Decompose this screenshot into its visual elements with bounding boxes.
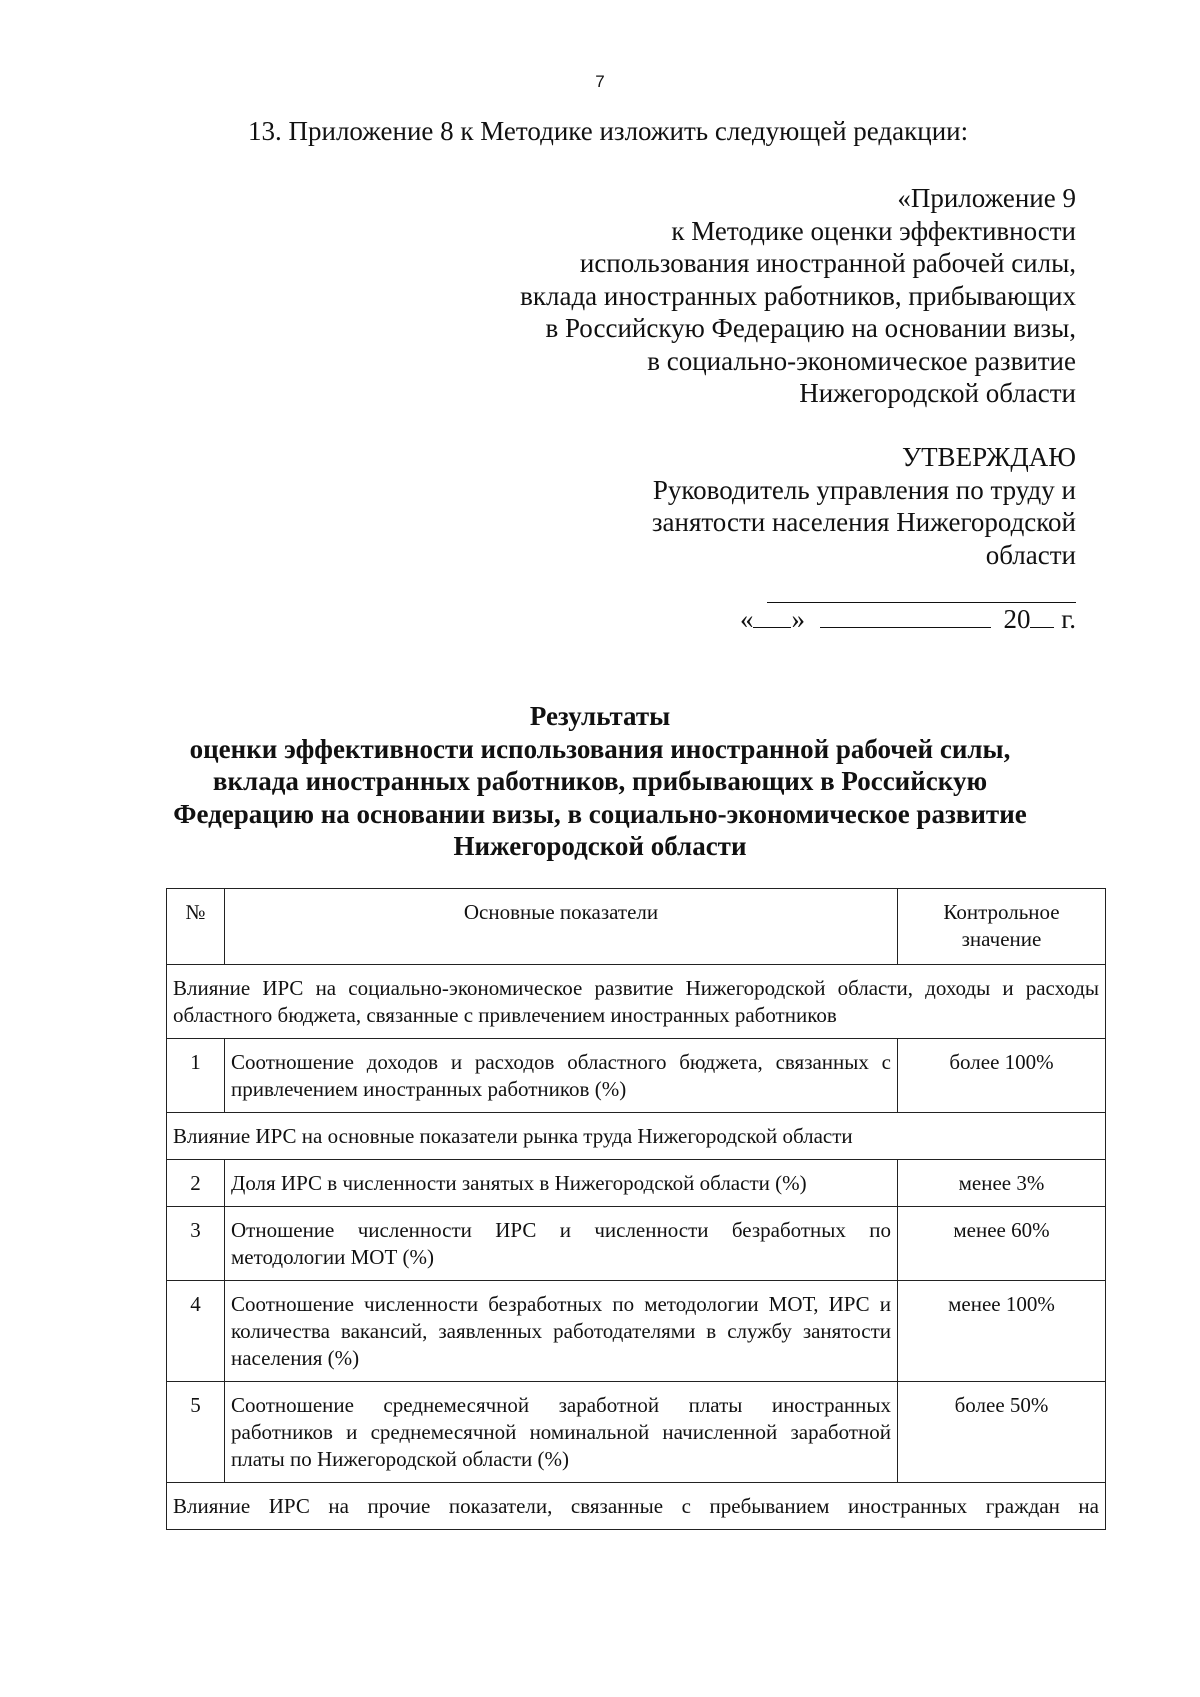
table-row [167, 1160, 1106, 1207]
document-title [0, 700, 1200, 863]
title-line: оценки эффективности использования иностранной рабочей силы, [189, 733, 1011, 764]
annex-line: использования иностранной рабочей силы, [579, 248, 1076, 278]
date-close-quote: » [791, 604, 805, 634]
section-heading: Влияние ИРС на основные показатели рынка труда Нижегородской области [167, 1113, 1106, 1160]
table-row [167, 1039, 1106, 1113]
title-line: Нижегородской области [453, 831, 747, 861]
row-control-value: более 50% [898, 1382, 1106, 1483]
annex-line: в Российскую Федерацию на основании визы, [545, 313, 1076, 343]
row-number: 3 [167, 1207, 225, 1281]
approval-line: области [985, 539, 1076, 570]
title-line: Результаты [529, 701, 671, 731]
approval-block [652, 441, 1076, 571]
amendment-instruction: 13. Приложение 8 к Методике изложить следующей редакции: [248, 116, 969, 146]
title-line: вклада иностранных работников, прибывающих в Российскую [212, 766, 988, 796]
table-row [167, 1207, 1106, 1281]
annex-line: «Приложение 9 [897, 183, 1076, 213]
table-row [167, 1281, 1106, 1382]
row-indicator: Соотношение доходов и расходов областного бюджета, связанных с привлечением иностранных работников (%) [225, 1039, 898, 1113]
signature-line [767, 602, 1076, 603]
header-control-value: Контрольное значение [898, 889, 1106, 965]
results-table [166, 888, 1106, 1530]
row-number: 1 [167, 1039, 225, 1113]
row-indicator: Соотношение численности безработных по методологии МОТ, ИРС и количества вакансий, заявленных работодателями в службу занятости населения (%) [225, 1281, 898, 1382]
header-indicators: Основные показатели [225, 889, 898, 965]
annex-line: в социально-экономическое развитие [647, 345, 1076, 376]
year-prefix: 20 [1003, 604, 1031, 634]
row-indicator: Соотношение среднемесячной заработной платы иностранных работников и среднемесячной номинальной начисленной заработной платы по Нижегородской области (%) [225, 1382, 898, 1483]
row-control-value: более 100% [898, 1039, 1106, 1113]
header-number: № [167, 889, 225, 965]
page-number: 7 [595, 72, 605, 91]
approval-title: УТВЕРЖДАЮ [901, 442, 1076, 472]
year-suffix: г. [1061, 604, 1076, 634]
table-row [167, 1382, 1106, 1483]
row-control-value: менее 60% [898, 1207, 1106, 1281]
month-blank [820, 605, 991, 628]
annex-line: вклада иностранных работников, прибывающих [520, 280, 1076, 311]
approval-line: Руководитель управления по труду и [652, 474, 1076, 505]
row-control-value: менее 100% [898, 1281, 1106, 1382]
annex-line: Нижегородской области [799, 378, 1076, 408]
approval-date [740, 604, 1076, 635]
row-number: 4 [167, 1281, 225, 1382]
table-header-row [167, 889, 1106, 965]
row-control-value: менее 3% [898, 1160, 1106, 1207]
row-indicator: Отношение численности ИРС и численности безработных по методологии МОТ (%) [225, 1207, 898, 1281]
day-blank [753, 605, 791, 628]
date-open-quote: « [739, 604, 754, 634]
row-number: 5 [167, 1382, 225, 1483]
section-row [167, 965, 1106, 1039]
annex-header [520, 182, 1076, 410]
row-indicator: Доля ИРС в численности занятых в Нижегородской области (%) [225, 1160, 898, 1207]
title-line: Федерацию на основании визы, в социально-экономическое развитие [173, 798, 1027, 829]
approval-line: занятости населения Нижегородской [651, 507, 1076, 537]
section-row [167, 1483, 1106, 1530]
row-number: 2 [167, 1160, 225, 1207]
annex-line: к Методике оценки эффективности [671, 215, 1076, 246]
section-row [167, 1113, 1106, 1160]
section-heading: Влияние ИРС на социально-экономическое развитие Нижегородской области, доходы и расходы областного бюджета, связанные с привлечением иностранных работников [167, 965, 1106, 1039]
year-blank [1030, 605, 1054, 628]
section-heading: Влияние ИРС на прочие показатели, связанные с пребыванием иностранных граждан на [167, 1483, 1106, 1530]
